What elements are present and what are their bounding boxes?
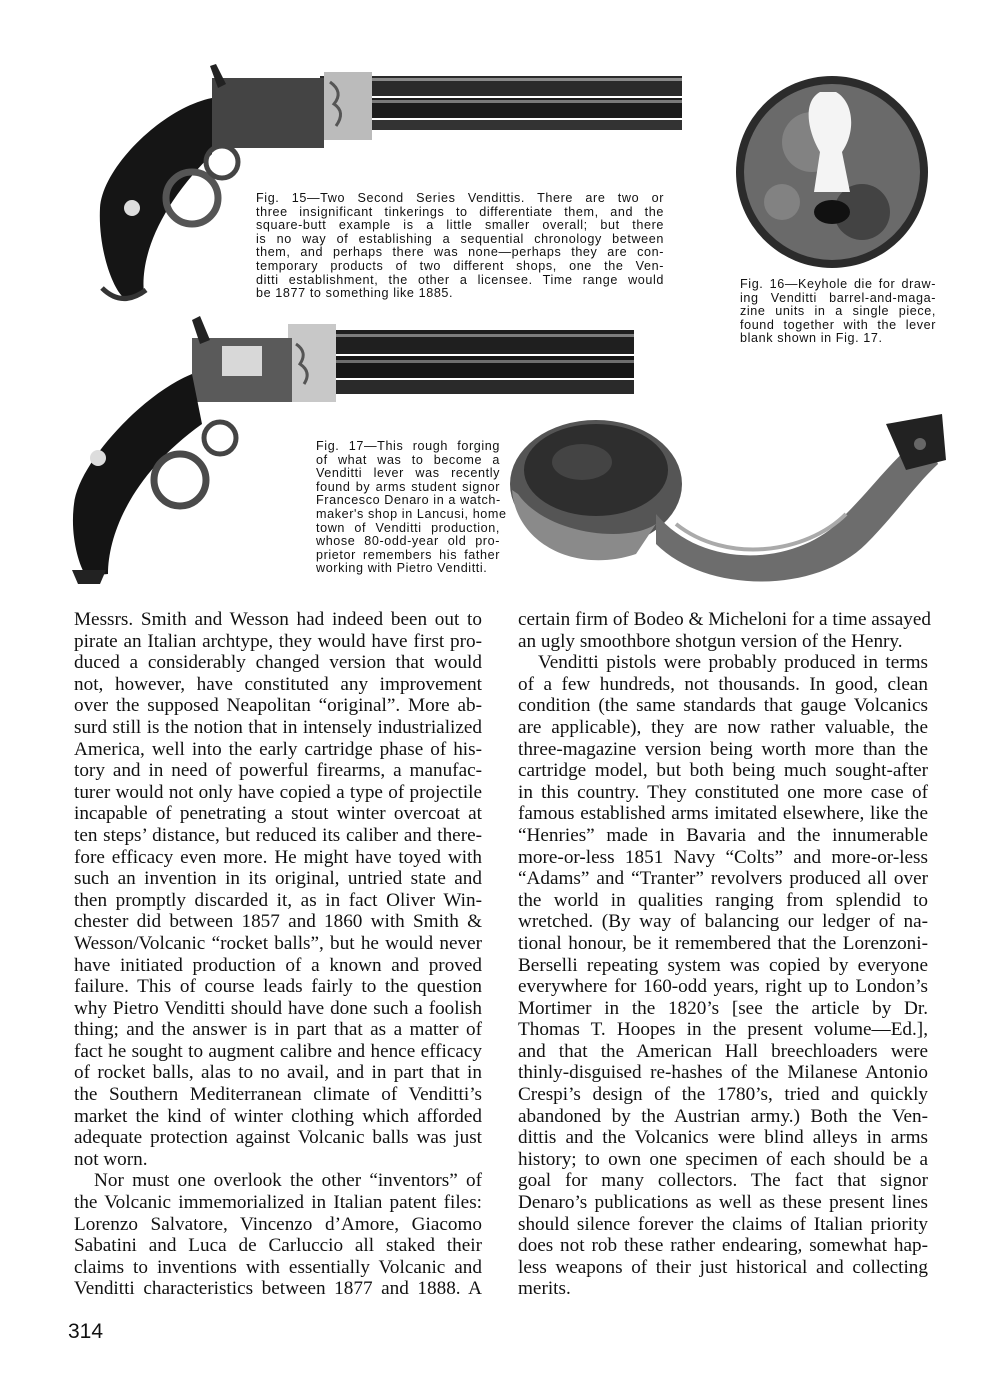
- body-text-left-column: [74, 609, 482, 1300]
- body-line: ten steps’ distance, but reduced its caliber and there-: [74, 824, 482, 846]
- fig17-caption-line: town of Venditti production,: [316, 520, 500, 535]
- body-line: merits.: [518, 1278, 571, 1300]
- body-line: such an invention in its original, untried state and: [74, 868, 482, 890]
- page-number: 314: [68, 1320, 104, 1343]
- body-line: Messrs. Smith and Wesson had indeed been out to: [74, 609, 482, 630]
- body-line: fore efficacy even more. He might have toyed with: [74, 846, 482, 868]
- body-line: are applicable), they are now rather valuable, the: [518, 716, 928, 738]
- body-line: thinly-disguised re-hashes of the Milanese Antonio: [518, 1062, 928, 1084]
- fig16-caption-line: ing Venditti barrel-and-maga-: [740, 290, 936, 305]
- body-line: pirate an Italian archtype, they would have first pro-: [74, 630, 482, 652]
- body-line: three-magazine version being worth more than the: [518, 738, 928, 760]
- body-line: have initiated production of a known and proved: [74, 954, 482, 976]
- body-line: should silence forever the claims of Italian priority: [518, 1213, 928, 1235]
- body-line: everywhere for 160-odd years, right up to London’s: [518, 976, 928, 998]
- fig15-caption-line: them, and perhaps there was none—perhaps they are con-: [256, 245, 664, 260]
- body-line: goal for many collectors. The fact that signor: [518, 1170, 928, 1192]
- body-line: cartridge model, but both being much sought-after: [518, 760, 928, 782]
- body-line: in this country. They constituted one more case of: [518, 781, 928, 803]
- body-line: history; to own one specimen of each should be a: [518, 1148, 928, 1170]
- fig15-caption: [256, 192, 664, 301]
- body-line: not worn.: [74, 1148, 148, 1170]
- body-line: certain firm of Bodeo & Micheloni for a time assayed: [518, 609, 931, 630]
- body-line: dittis and the Volcanics were blind alleys in arms: [518, 1127, 928, 1149]
- fig16-caption-line: zine units in a single piece,: [740, 304, 936, 319]
- fig17-caption-line: prietor remembers his father: [316, 547, 500, 562]
- fig15-caption-line: Fig. 15—Two Second Series Vendittis. There are two or: [256, 191, 664, 205]
- body-line: Venditti characteristics between 1877 and 1888. A: [74, 1278, 482, 1300]
- body-line: less weapons of their just historical and collecting: [518, 1256, 928, 1278]
- body-line: Crespi’s design of the 1780’s, tried and quickly: [518, 1084, 928, 1106]
- body-line: tory and in need of powerful firearms, a manufac-: [74, 760, 482, 782]
- body-line: claims to inventions with essentially Volcanic and: [74, 1256, 482, 1278]
- fig17-caption-line: Fig. 17—This rough forging: [316, 439, 500, 453]
- body-line: Lorenzo Salvatore, Vincenzo d’Amore, Giacomo: [74, 1213, 482, 1235]
- fig17-caption-line: Venditti lever was recently: [316, 466, 500, 481]
- body-line: surd still is the notion that in intensely industrialized: [74, 716, 482, 738]
- body-line: “Adams” and “Tranter” revolvers produced all over: [518, 868, 928, 890]
- body-line: an ugly smoothbore shotgun version of the Henry.: [518, 630, 903, 652]
- fig15-caption-line: temporary products of two different shops, one the Ven-: [256, 258, 664, 273]
- fig15-caption-line: ditti establishment, the other a licensee. Time range would: [256, 272, 664, 287]
- body-line: wretched. (By way of balancing our ledger of na-: [518, 911, 928, 933]
- fig17-caption-line: whose 80-odd-year old pro-: [316, 534, 500, 549]
- fig16-caption-line: Fig. 16—Keyhole die for draw-: [740, 277, 936, 291]
- fig16-caption-line: found together with the lever: [740, 317, 936, 332]
- fig17-caption: [316, 439, 507, 576]
- fig17-caption-line: maker's shop in Lancusi, home: [316, 506, 507, 521]
- body-line: failure. This of course leads fairly to the question: [74, 976, 482, 998]
- fig15-caption-line: be 1877 to something like 1885.: [256, 286, 454, 301]
- fig15-caption-line: is no way of establishing a sequential chronology between: [256, 231, 664, 246]
- body-line: not, however, have constituted any improvement: [74, 673, 482, 695]
- fig17-lever-forging-photo: [506, 404, 946, 604]
- body-line: America, well into the early cartridge phase of his-: [74, 738, 482, 760]
- body-line: Wesson/Volcanic “rocket balls”, but he would never: [74, 932, 482, 954]
- body-line: adequate protection against Volcanic balls was just: [74, 1127, 482, 1149]
- body-line: famous established arms imitated elsewhere, like the: [518, 803, 928, 825]
- body-line: Sabatini and Luca de Carluccio all staked their: [74, 1235, 482, 1257]
- body-line: chester did between 1857 and 1860 with Smith &: [74, 911, 482, 933]
- body-line: over the supposed Neapolitan “original”. More ab-: [74, 695, 482, 717]
- body-line: Venditti pistols were probably produced in terms: [538, 652, 928, 674]
- body-line: Nor must one overlook the other “inventors” of: [94, 1170, 482, 1192]
- fig16-keyhole-die-photo: [732, 72, 932, 272]
- body-line: the world in qualities ranging from splendid to: [518, 889, 928, 911]
- body-line: does not rob these rather endearing, somewhat hap-: [518, 1235, 928, 1257]
- body-line: Berselli repeating system was copied by everyone: [518, 954, 928, 976]
- fig17-caption-line: Francesco Denaro in a watch-: [316, 493, 501, 508]
- body-line: market the kind of winter clothing which afforded: [74, 1105, 482, 1127]
- body-line: condition (the same standards that gauge Volcanics: [518, 695, 928, 717]
- body-line: duced a considerably changed version that would: [74, 652, 482, 674]
- fig17-caption-line: of what was to become a: [316, 452, 500, 467]
- fig15-caption-line: square-butt example is a little smaller overall; but there: [256, 218, 664, 233]
- fig15-caption-line: three insignificant tinkerings to differentiate them, and the: [256, 204, 664, 219]
- body-line: tional honour, be it remembered that the Lorenzoni-: [518, 932, 928, 954]
- body-line: then promptly discarded it, as in fact Oliver Win-: [74, 889, 482, 911]
- fig16-caption: [740, 278, 936, 346]
- body-line: why Pietro Venditti should have done such a foolish: [74, 997, 482, 1019]
- body-line: abandoned by the Austrian army.) Both the Ven-: [518, 1105, 928, 1127]
- fig17-caption-line: found by arms student signor: [316, 479, 500, 494]
- body-line: “Henries” made in Bavaria and the innumerable: [518, 824, 928, 846]
- body-line: and that the American Hall breechloaders were: [518, 1040, 928, 1062]
- body-line: of rocket balls, alas to no avail, and in part that in: [74, 1062, 482, 1084]
- fig16-caption-line: blank shown in Fig. 17.: [740, 331, 883, 346]
- fig17-caption-line: working with Pietro Venditti.: [316, 561, 488, 576]
- body-line: fact he sought to augment calibre and hence efficacy: [74, 1040, 482, 1062]
- body-text-right-column: [518, 609, 931, 1300]
- body-line: the Southern Mediterranean climate of Venditti’s: [74, 1084, 482, 1106]
- body-line: Denaro’s publications as well as these present lines: [518, 1192, 928, 1214]
- body-line: the Volcanic immemorialized in Italian patent files:: [74, 1192, 482, 1214]
- body-line: of a few hundreds, not thousands. In good, clean: [518, 673, 928, 695]
- body-line: Mortimer in the 1820’s [see the article by Dr.: [518, 997, 928, 1019]
- body-line: more-or-less 1851 Navy “Colts” and more-or-less: [518, 846, 928, 868]
- body-line: turer would not only have copied a type of projectile: [74, 781, 482, 803]
- body-line: Thomas T. Hoopes in the present volume—Ed.],: [518, 1019, 928, 1041]
- body-line: thing; and the answer is in part that as a matter of: [74, 1019, 482, 1041]
- body-line: incapable of penetrating a stout winter overcoat at: [74, 803, 482, 825]
